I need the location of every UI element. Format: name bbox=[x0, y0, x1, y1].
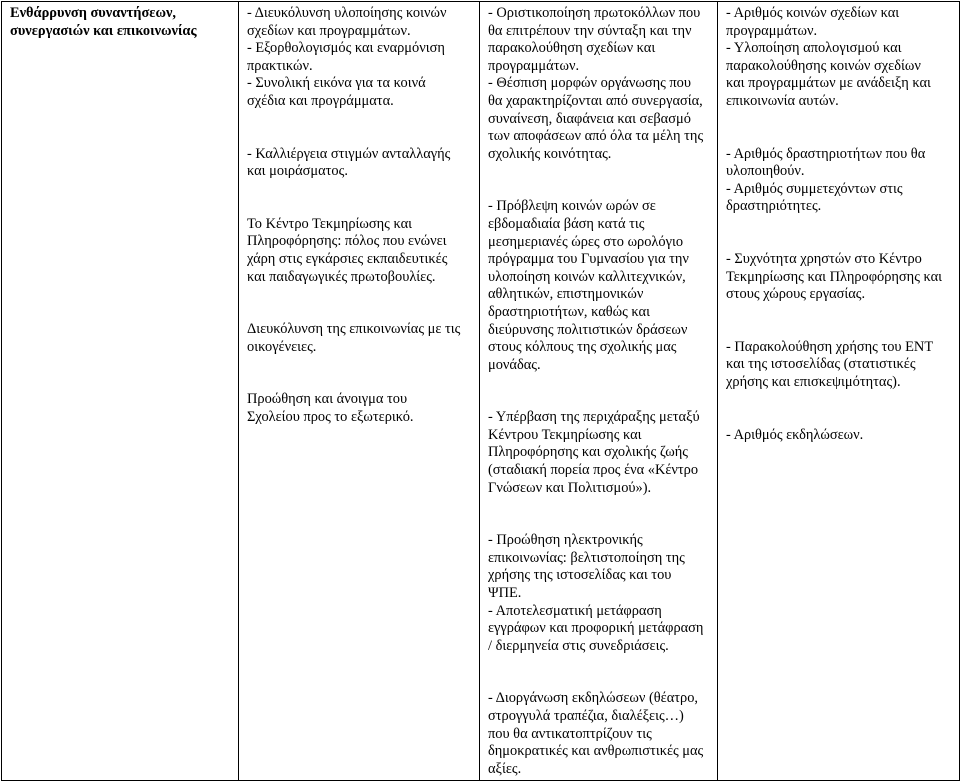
cell-paragraph bbox=[726, 146, 951, 216]
text-line: πρακτικών. bbox=[247, 57, 313, 74]
text-line: θα επιτρέπουν την σύνταξη και την bbox=[488, 22, 692, 39]
cell-paragraph bbox=[726, 251, 951, 304]
cell-paragraph bbox=[726, 339, 951, 392]
text-line: - Αριθμός συμμετεχόντων στις bbox=[726, 180, 903, 197]
cell-paragraph bbox=[247, 5, 471, 111]
cell-paragraph bbox=[726, 427, 951, 445]
text-line: συναίνεση, διαφάνεια και σεβασμό bbox=[488, 110, 691, 127]
text-line: - Παρακολούθηση χρήσης του ΕΝΤ bbox=[726, 338, 934, 355]
actions-text bbox=[488, 5, 709, 778]
text-line: - Αριθμός κοινών σχεδίων και bbox=[726, 5, 900, 21]
text-line: εγγράφων και προφορική μετάφραση bbox=[488, 620, 704, 637]
cell-paragraph bbox=[488, 532, 709, 655]
cell-paragraph bbox=[488, 409, 709, 497]
text-line: - Καλλιέργεια στιγμών ανταλλαγής bbox=[247, 145, 451, 162]
text-line: μονάδας. bbox=[488, 356, 541, 373]
text-line: στους κόλπους της σχολικής μας bbox=[488, 339, 677, 356]
text-line: - Αριθμός εκδηλώσεων. bbox=[726, 426, 864, 443]
cell-paragraph bbox=[488, 198, 709, 374]
text-line: επικοινωνία αυτών. bbox=[726, 92, 839, 109]
text-line: των αποφάσεων από όλα τα μέλη της bbox=[488, 128, 704, 145]
text-line: Διευκόλυνση της επικοινωνίας με τις bbox=[247, 321, 461, 338]
text-line: - Προώθηση ηλεκτρονικής bbox=[488, 532, 643, 549]
table-row bbox=[2, 2, 960, 781]
text-line: Προώθηση και άνοιγμα του bbox=[247, 391, 408, 408]
subgoals-cell bbox=[239, 2, 480, 781]
cell-paragraph bbox=[726, 5, 951, 111]
cell-paragraph bbox=[247, 391, 471, 426]
text-line: Τεκμηρίωσης και Πληροφόρησης και bbox=[726, 268, 943, 285]
text-line: ΨΠΕ. bbox=[488, 585, 522, 602]
text-line: - Υπέρβαση της περιχάραξης μεταξύ bbox=[488, 409, 700, 426]
text-line: Σχολείου προς το εξωτερικό. bbox=[247, 408, 414, 425]
text-line: μεσημεριανές ώρες στο ωρολόγιο bbox=[488, 233, 684, 250]
text-line: παρακολούθηση σχεδίων και bbox=[488, 40, 656, 57]
text-line: (σταδιακή πορεία προς ένα «Κέντρο bbox=[488, 462, 699, 479]
text-line: Κέντρου Τεκμηρίωσης και bbox=[488, 426, 642, 443]
text-line: - Οριστικοποίηση πρωτοκόλλων που bbox=[488, 5, 701, 21]
objectives-table bbox=[1, 1, 960, 781]
text-line: θα χαρακτηρίζονται από συνεργασία, bbox=[488, 92, 703, 109]
text-line: υλοποίηση κοινών καλλιτεχνικών, bbox=[488, 268, 686, 285]
text-line: χρήσης και επισκεψιμότητας). bbox=[726, 373, 901, 390]
cell-paragraph bbox=[247, 321, 471, 356]
text-line: οικογένειες. bbox=[247, 338, 317, 355]
text-line: σχέδια και προγράμματα. bbox=[247, 92, 394, 109]
text-line: - Υλοποίηση απολογισμού και bbox=[726, 40, 902, 57]
text-line: σχολικής κοινότητας. bbox=[488, 145, 612, 162]
text-line: στους χώρους εργασίας. bbox=[726, 286, 866, 303]
text-line: δημοκρατικές και ανθρωπιστικές μας bbox=[488, 743, 704, 760]
text-line: - Συνολική εικόνα για τα κοινά bbox=[247, 75, 426, 92]
axis-label bbox=[10, 5, 230, 40]
text-line: υλοποιηθούν. bbox=[726, 163, 805, 180]
text-line: - Διοργάνωση εκδηλώσεων (θέατρο, bbox=[488, 690, 698, 707]
text-line: επικοινωνίας: βελτιστοποίηση της bbox=[488, 549, 685, 566]
text-line: - Αριθμός δραστηριοτήτων που θα bbox=[726, 145, 926, 162]
text-line: εβδομαδιαία βάση κατά τις bbox=[488, 215, 645, 232]
text-line: Γνώσεων και Πολιτισμού»). bbox=[488, 479, 652, 496]
indicators-cell bbox=[718, 2, 960, 781]
text-line: δραστηριοτήτων, καθώς και bbox=[488, 303, 650, 320]
text-line: και της ιστοσελίδας (στατιστικές bbox=[726, 356, 916, 373]
text-line: στρογγυλά τραπέζια, διαλέξεις…) bbox=[488, 708, 684, 724]
text-line: δραστηριότητες. bbox=[726, 198, 822, 215]
cell-paragraph bbox=[247, 146, 471, 181]
text-line: Ενθάρρυνση συναντήσεων, bbox=[10, 5, 176, 21]
text-line: συνεργασιών και επικοινωνίας bbox=[10, 22, 197, 39]
text-line: Πληροφόρησης: πόλος που ενώνει bbox=[247, 233, 447, 250]
text-line: αξίες. bbox=[488, 760, 522, 777]
text-line: - Πρόβλεψη κοινών ωρών σε bbox=[488, 198, 656, 215]
text-line: πρόγραμμα του Γυμνασίου για την bbox=[488, 251, 689, 268]
text-line: που θα αντικατοπτρίζουν τις bbox=[488, 725, 652, 742]
text-line: προγραμμάτων. bbox=[488, 57, 580, 74]
subgoals-text bbox=[247, 5, 471, 427]
text-line: / διερμηνεία στις συνεδριάσεις. bbox=[488, 637, 669, 654]
text-line: - Αποτελεσματική μετάφραση bbox=[488, 602, 662, 619]
text-line: - Διευκόλυνση υλοποίησης κοινών bbox=[247, 5, 447, 21]
text-line: Το Κέντρο Τεκμηρίωσης και bbox=[247, 215, 413, 232]
cell-paragraph bbox=[488, 690, 709, 778]
text-line: και μοιράσματος. bbox=[247, 163, 348, 180]
axis-label-cell bbox=[2, 2, 239, 781]
cell-paragraph bbox=[488, 5, 709, 163]
text-line: σχεδίων και προγραμμάτων. bbox=[247, 22, 411, 39]
cell-paragraph bbox=[247, 216, 471, 286]
text-line: παρακολούθησης κοινών σχεδίων bbox=[726, 57, 921, 74]
text-line: διεύρυνσης πολιτιστικών δράσεων bbox=[488, 321, 688, 338]
actions-cell bbox=[480, 2, 718, 781]
text-line: - Εξορθολογισμός και εναρμόνιση bbox=[247, 40, 445, 57]
indicators-text bbox=[726, 5, 951, 444]
text-line: - Συχνότητα χρηστών στο Κέντρο bbox=[726, 250, 922, 267]
text-line: και προγραμμάτων με ανάδειξη και bbox=[726, 75, 931, 92]
text-line: Πληροφόρησης και σχολικής ζωής bbox=[488, 444, 688, 461]
text-line: αθλητικών, επιστημονικών bbox=[488, 286, 644, 303]
text-line: χάρη στις εγκάρσιες εκπαιδευτικές bbox=[247, 250, 448, 267]
text-line: - Θέσπιση μορφών οργάνωσης που bbox=[488, 75, 691, 92]
text-line: προγραμμάτων. bbox=[726, 22, 818, 39]
text-line: και παιδαγωγικές πρωτοβουλίες. bbox=[247, 268, 436, 285]
text-line: χρήσης της ιστοσελίδας και του bbox=[488, 567, 672, 584]
